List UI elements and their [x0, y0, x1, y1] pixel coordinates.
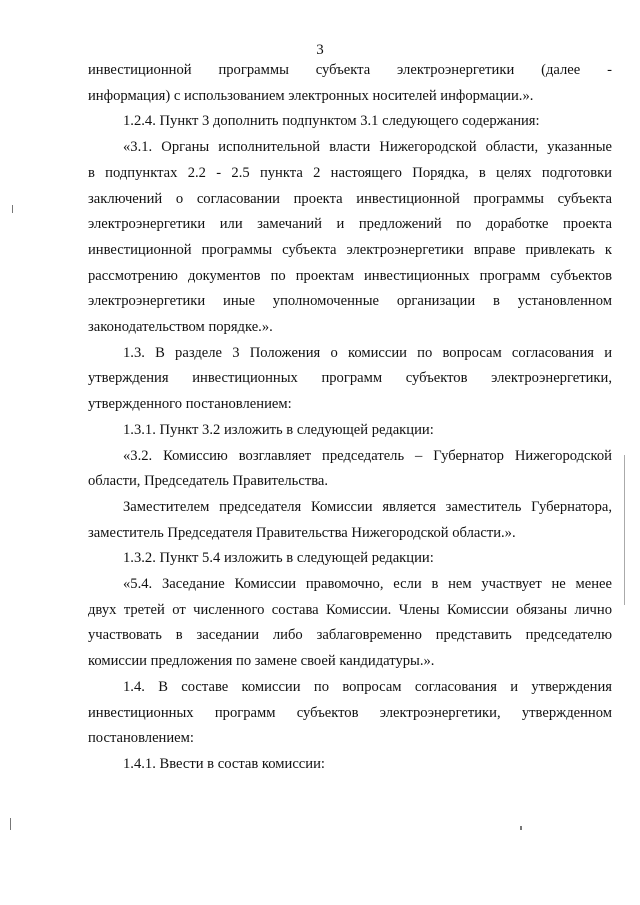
text-line: инвестиционных программ субъектов электроэнергетики, утвержденном: [88, 704, 612, 721]
text-line: «3.1. Органы исполнительной власти Нижегородской области, указанные: [123, 139, 612, 156]
paragraph-p3: [88, 341, 612, 418]
paragraph-p7: [88, 546, 612, 572]
text-line: законодательством порядке.».: [88, 319, 273, 336]
paragraph-p2: [88, 135, 612, 341]
text-line: комиссии предложения по замене своей кандидатуры.».: [88, 653, 435, 670]
scan-artifact-left-lower: [10, 818, 11, 830]
paragraph-p0: [88, 58, 612, 109]
paragraph-p1: [88, 109, 612, 135]
text-line: 1.3.2. Пункт 5.4 изложить в следующей редакции:: [123, 550, 434, 567]
text-line: информация) с использованием электронных носителей информации.».: [88, 87, 534, 104]
paragraph-p8: [88, 572, 612, 675]
paragraph-p10: [88, 752, 612, 778]
text-line: Заместителем председателя Комиссии является заместитель Губернатора,: [123, 498, 612, 515]
text-line: области, Председатель Правительства.: [88, 473, 329, 490]
paragraph-p4: [88, 418, 612, 444]
text-line: электроэнергетики иные уполномоченные организации в установленном: [88, 293, 612, 310]
text-line: утверждения инвестиционных программ субъектов электроэнергетики,: [88, 370, 612, 387]
text-line: 1.3.1. Пункт 3.2 изложить в следующей редакции:: [123, 421, 434, 438]
text-line: «5.4. Заседание Комиссии правомочно, если в нем участвует не менее: [123, 576, 612, 593]
document-body: [88, 58, 612, 778]
scan-artifact-right: [624, 455, 625, 605]
text-line: двух третей от численного состава Комиссии. Члены Комиссии обязаны лично: [88, 601, 612, 618]
text-line: 1.2.4. Пункт 3 дополнить подпунктом 3.1 следующего содержания:: [123, 113, 540, 130]
paragraph-p6: [88, 495, 612, 546]
text-line: заместитель Председателя Правительства Нижегородской области.».: [88, 524, 516, 541]
text-line: инвестиционной программы субъекта электроэнергетики вправе привлекать к: [88, 241, 612, 258]
text-line: участвовать в заседании либо заблаговременно представить председателю: [88, 627, 612, 644]
text-line: инвестиционной программы субъекта электроэнергетики (далее -: [88, 62, 612, 78]
text-line: 1.4. В составе комиссии по вопросам согласования и утверждения: [123, 678, 612, 695]
paragraph-p5: [88, 444, 612, 495]
text-line: постановлением:: [88, 730, 194, 747]
scan-artifact-bottom: [520, 826, 522, 830]
paragraph-p9: [88, 675, 612, 752]
scan-artifact-left: [12, 205, 13, 213]
text-line: 1.4.1. Ввести в состав комиссии:: [123, 755, 325, 772]
page-number: 3: [316, 42, 324, 58]
text-line: утвержденного постановлением:: [88, 396, 292, 413]
text-line: «3.2. Комиссию возглавляет председатель – Губернатор Нижегородской: [123, 447, 612, 464]
text-line: в подпунктах 2.2 - 2.5 пункта 2 настоящего Порядка, в целях подготовки: [88, 164, 612, 181]
text-line: заключений о согласовании проекта инвестиционной программы субъекта: [88, 190, 612, 207]
text-line: 1.3. В разделе 3 Положения о комиссии по вопросам согласования и: [123, 344, 612, 361]
text-line: электроэнергетики или замечаний и предложений по доработке проекта: [88, 216, 612, 233]
text-line: рассмотрению документов по проектам инвестиционных программ субъектов: [88, 267, 612, 284]
